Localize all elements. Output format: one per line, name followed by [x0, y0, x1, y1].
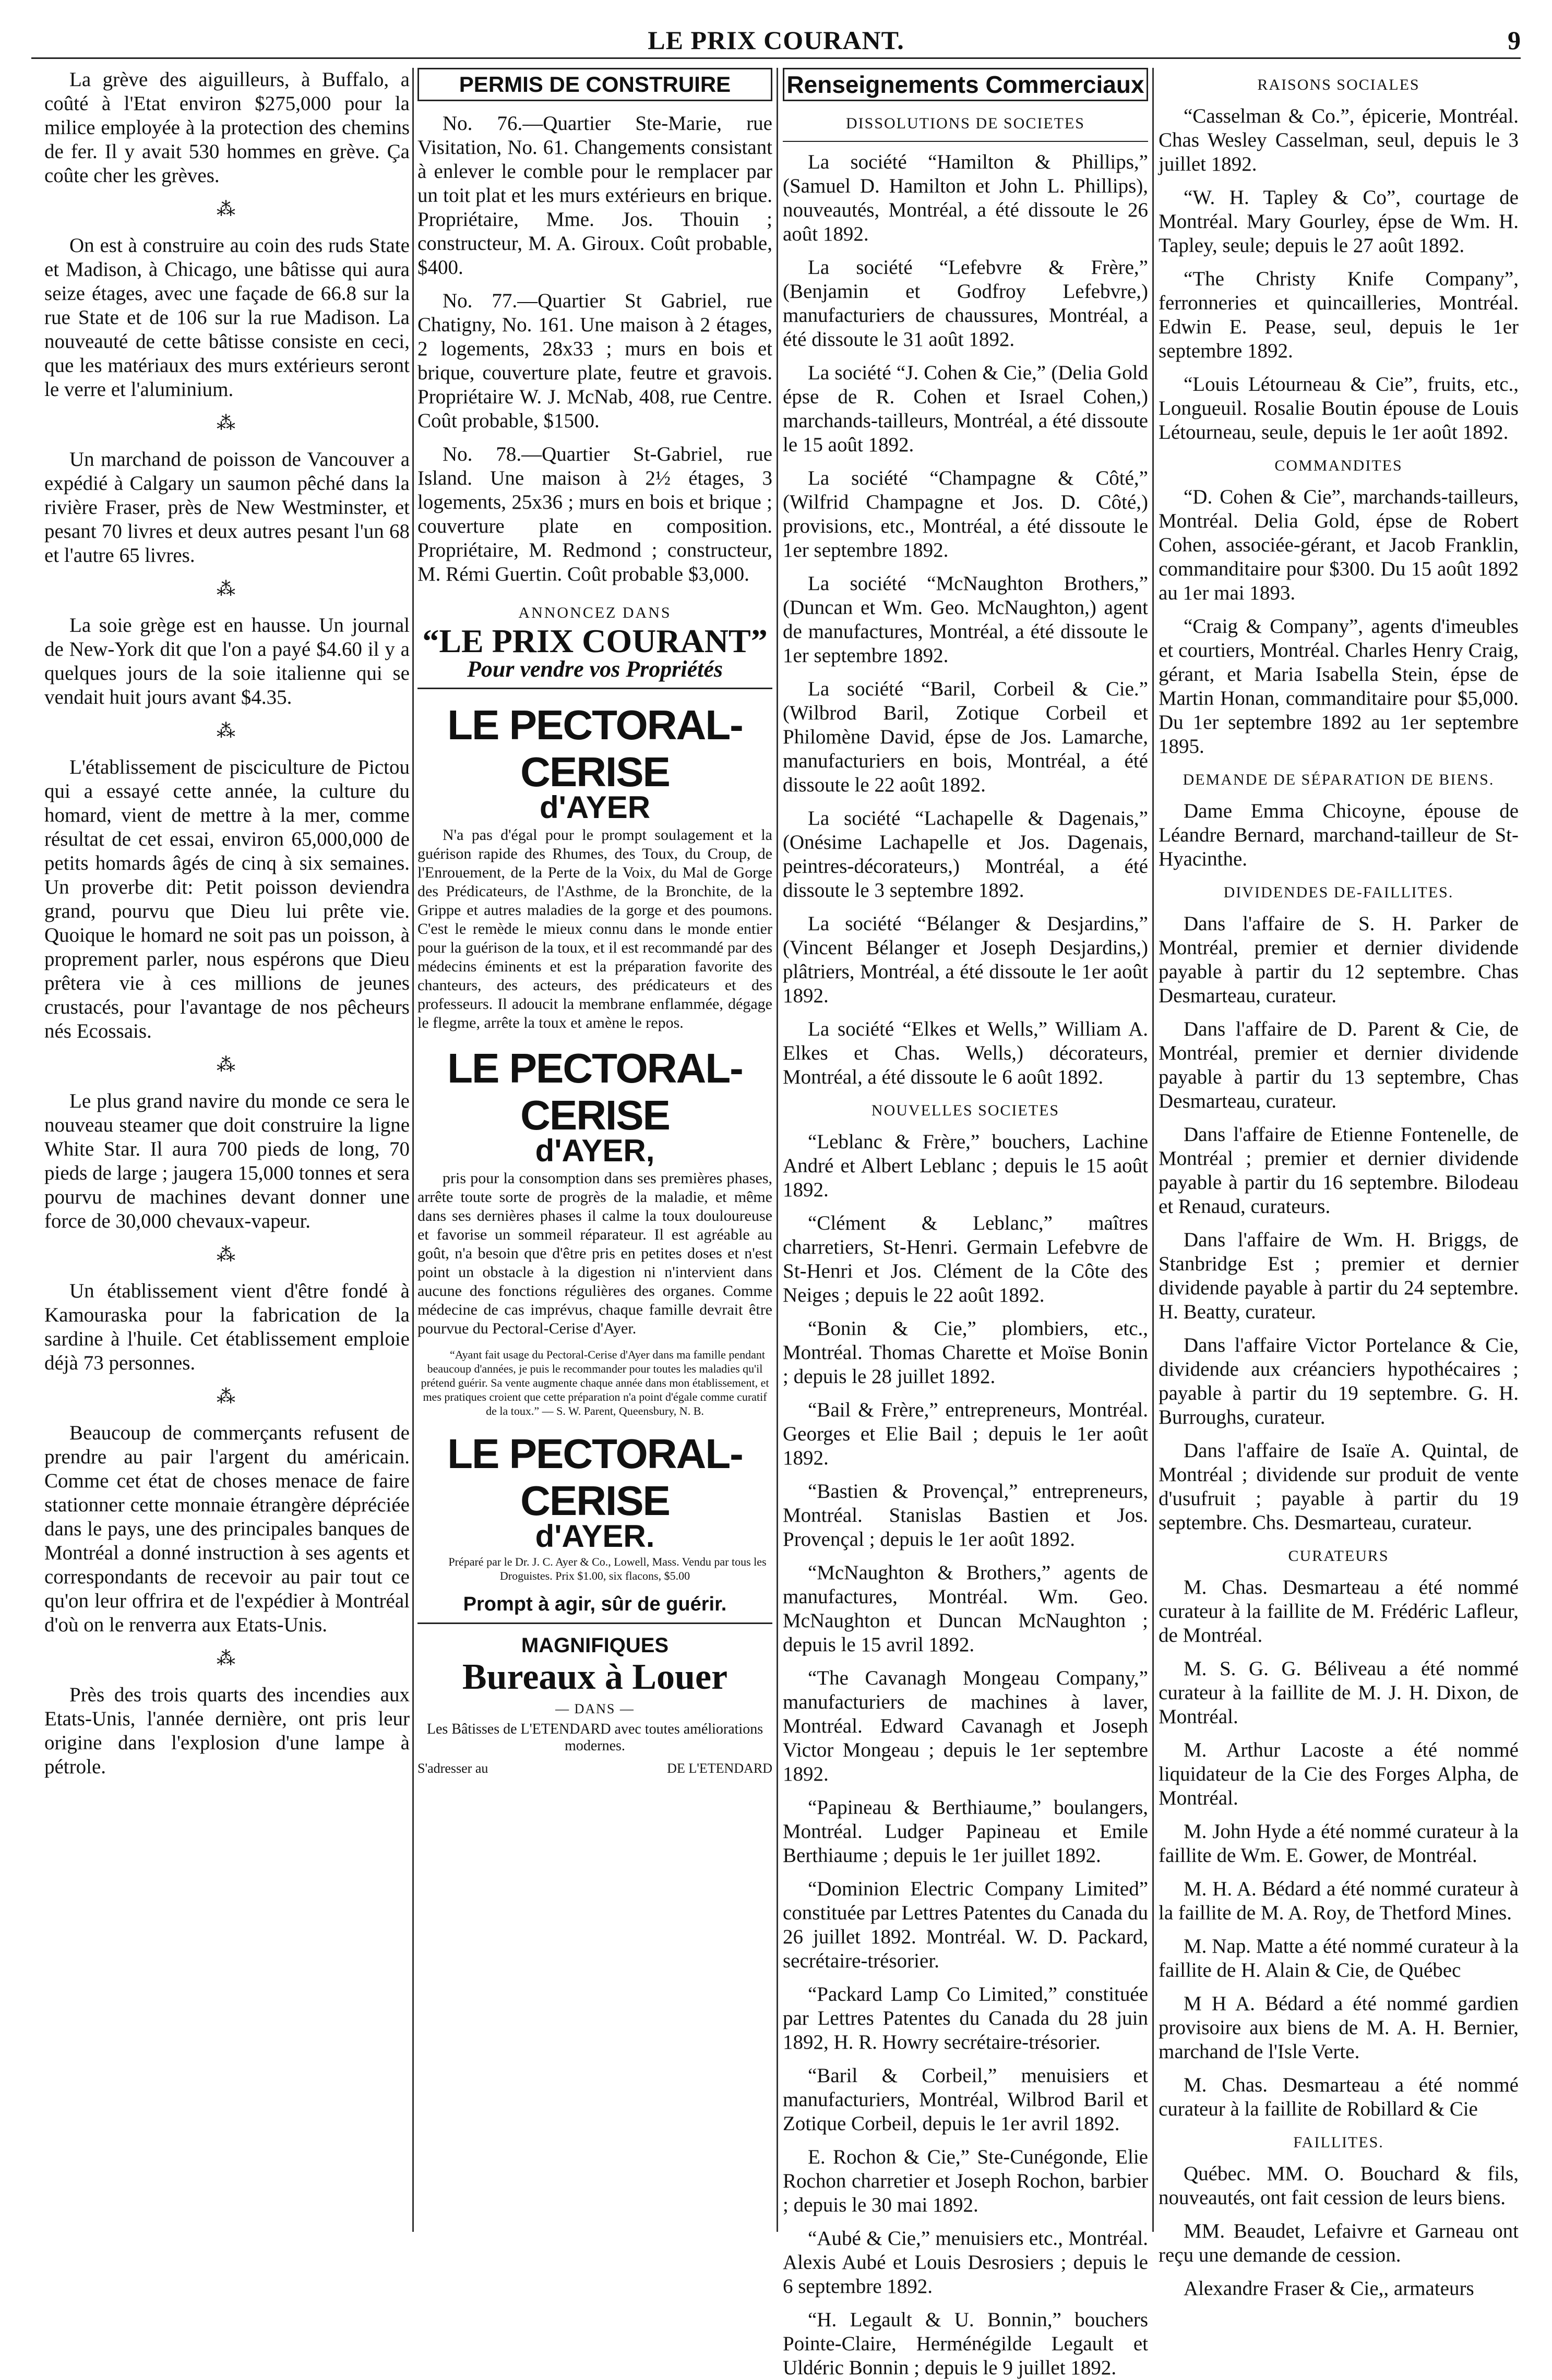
asterism-separator: ⁂ [217, 1054, 237, 1075]
new-company-entry: “Bail & Frère,” entrepreneurs, Montréal. Georges et Elie Bail ; depuis le 1er août 1892. [783, 1399, 1148, 1469]
ad-etendard-label: DE L'ETENDARD [667, 1761, 772, 1776]
dissolution-entry: La société “Lachapelle & Dagenais,” (Onésime Lachapelle et Jos. Dagenais, peintres-décorateurs,) Montréal, a été dissoute le 3 septembre 1892. [783, 807, 1148, 901]
ad-pectoral-subtitle: d'AYER. [535, 1519, 655, 1554]
new-company-entry: “Aubé & Cie,” menuisiers etc., Montréal. Alexis Aubé et Louis Desrosiers ; depuis le 6 septembre 1892. [783, 2227, 1148, 2298]
raison-entry: “W. H. Tapley & Co”, courtage de Montréal. Mary Gourley, épse de Wm. H. Tapley, seule; depuis le 27 août 1892. [1159, 186, 1519, 257]
page-number: 9 [1508, 26, 1521, 55]
column-renseignements [783, 68, 1148, 2379]
faillite-entry: MM. Beaudet, Lefaivre et Garneau ont reçu une demande de cession. [1159, 2220, 1519, 2266]
dissolution-entry: La société “J. Cohen & Cie,” (Delia Gold épse de R. Cohen et Israel Cohen,) marchands-tailleurs, Montréal, a été dissoute le 15 août 1892. [783, 362, 1148, 456]
dissolution-entry: La société “Elkes et Wells,” William A. Elkes et Chas. Wells,) décorateurs, Montréal, a été dissoute le 6 août 1892. [783, 1018, 1148, 1088]
commandite-entry: “Craig & Company”, agents d'imeubles et courtiers, Montréal. Charles Henry Craig, gérant, et Maria Isabella Stein, épse de Martin Honan, commanditaire pour $5,000. Du 1er septembre 1892 au 1er septembre 1895. [1159, 615, 1519, 758]
curateur-entry: M. Chas. Desmarteau a été nommé curateur à la faillite de M. Frédéric Lafleur, de Montréal. [1159, 1576, 1519, 1646]
dividende-entry: Dans l'affaire de S. H. Parker de Montréal, premier et dernier dividende payable à partir du 12 septembre. Chas Desmarteau, curateur. [1159, 912, 1519, 1007]
news-item: Un établissement vient d'être fondé à Kamouraska pour la fabrication de la sardine à l'huile. Cet établissement emploie déjà 73 personnes. [44, 1280, 410, 1374]
column-rule [1152, 68, 1154, 2232]
news-item: Le plus grand navire du monde ce sera le nouveau steamer que doit construire la ligne White Star. Il aura 700 pieds de long, 70 pieds de large ; jaugera 15,000 tonnes et sera pourvu de machines devant donner une force de 30,000 chevaux-vapeur. [44, 1090, 410, 1232]
subheading-separation: DEMANDE DE SÉPARATION DE BIENS. [1183, 771, 1495, 788]
asterism-separator: ⁂ [217, 199, 237, 220]
new-company-entry: “Baril & Corbeil,” menuisiers et manufacturiers, Montréal, Wilbrod Baril et Zotique Corbeil, depuis le 1er avril 1892. [783, 2064, 1148, 2135]
new-company-entry: “Packard Lamp Co Limited,” constituée par Lettres Patentes du Canada du 28 juin 1892, H. R. Howry secrétaire-trésorier. [783, 1983, 1148, 2053]
curateur-entry: M. H. A. Bédard a été nommé curateur à la faillite de M. A. Roy, de Thetford Mines. [1159, 1878, 1519, 1924]
new-company-entry: “Papineau & Berthiaume,” boulangers, Montréal. Ludger Papineau et Emile Berthiaume ; depuis le 1er juillet 1892. [783, 1796, 1148, 1867]
dissolution-entry: La société “Baril, Corbeil & Cie.” (Wilbrod Baril, Zotique Corbeil et Philomène David, épse de Jos. Lamarche, manufacturiers en bois, Montréal, a été dissoute le 22 août 1892. [783, 678, 1148, 796]
ad-bureaux-title: Bureaux à Louer [462, 1657, 728, 1697]
permit-entry: No. 78.—Quartier St-Gabriel, rue Island. Une maison à 2½ étages, 3 logements, 25x36 ; murs en bois et brique ; couverture plate en composition. Propriétaire, M. Redmond ; constructeur, M. Rémi Guertin. Coût probable $3,000. [417, 443, 772, 585]
ad-bureaux-footer [417, 1757, 772, 1781]
section-heading-permis: PERMIS DE CONSTRUIRE [417, 68, 772, 101]
subheading-raisons: RAISONS SOCIALES [1257, 76, 1420, 93]
new-company-entry: “McNaughton & Brothers,” agents de manufactures, Montréal. Wm. Geo. McNaughton et Duncan McNaughton ; depuis le 15 avril 1892. [783, 1561, 1148, 1656]
subheading-faillites: FAILLITES. [1293, 2134, 1384, 2151]
subheading-nouvelles: NOUVELLES SOCIETES [871, 1102, 1060, 1119]
dissolution-entry: La société “Bélanger & Desjardins,” (Vincent Bélanger et Joseph Desjardins,) plâtriers, Montréal, a été dissoute le 1er août 1892. [783, 912, 1148, 1007]
curateur-entry: M. John Hyde a été nommé curateur à la faillite de Wm. E. Gower, de Montréal. [1159, 1820, 1519, 1867]
page-header [31, 21, 1521, 59]
raison-entry: “The Christy Knife Company”, ferronneries et quincailleries, Montréal. Edwin E. Pease, seul, depuis le 1er septembre 1892. [1159, 268, 1519, 362]
raison-entry: “Louis Létourneau & Cie”, fruits, etc., Longueuil. Rosalie Boutin épouse de Louis Létourneau, seule, depuis le 1er août 1892. [1159, 373, 1519, 443]
column-raisons-sociales [1159, 68, 1519, 2300]
asterism-separator: ⁂ [217, 1386, 237, 1407]
column-rule [777, 68, 778, 2232]
ad-pectoral-text: N'a pas d'égal pour le prompt soulagement et la guérison rapide des Rhumes, des Toux, du Croup, de l'Enrouement, de la Perte de la Voix, du Mal de Gorge des Prédicateurs, de l'Asthme, de la Bronchite, de la Grippe et autres maladies de la gorge et des poumons. C'est le remède le mieux connu dans le monde entier pour la guérison de la toux, et il est recommandé par des médecins éminents et est la préparation favorite des chanteurs, des acteurs, des prédicateurs et des professeurs. Il adoucit la membrane enflammée, dégage le flegme, arrête la toux et amène le repos. [417, 826, 772, 1031]
faillite-entry: Alexandre Fraser & Cie,, armateurs [1184, 2277, 1474, 2300]
ad-prix-courant-title: “LE PRIX COURANT” [422, 622, 768, 659]
subheading-curateurs: CURATEURS [1288, 1547, 1389, 1565]
news-item: La grève des aiguilleurs, à Buffalo, a coûté à l'Etat environ $275,000 pour la milice employée à la protection des chemins de fer. Il y avait 530 hommes en grève. Ça coûte cher les grèves. [44, 68, 410, 187]
permit-entry: No. 77.—Quartier St Gabriel, rue Chatigny, No. 161. Une maison à 2 étages, 2 logements, 28x33 ; murs en bois et brique, couverture plate, feutre et gravois. Propriétaire W. J. McNab, 408, rue Centre. Coût probable, $1500. [417, 290, 772, 432]
column-news-items [44, 68, 410, 2232]
subheading-commandites: COMMANDITES [1274, 457, 1403, 474]
new-company-entry: “Bastien & Provençal,” entrepreneurs, Montréal. Stanislas Bastien et Jos. Provençal ; depuis le 1er août 1892. [783, 1480, 1148, 1550]
ad-pectoral-fineprint: Préparé par le Dr. J. C. Ayer & Co., Lowell, Mass. Vendu par tous les Droguistes. Prix $1.00, six flacons, $5.00 [448, 1555, 767, 1582]
dividende-entry: Dans l'affaire de Wm. H. Briggs, de Stanbridge Est ; premier et dernier dividende payable à partir du 24 septembre. H. Beatty, curateur. [1159, 1229, 1519, 1323]
ad-pectoral-testimonial: “Ayant fait usage du Pectoral-Cerise d'Ayer dans ma famille pendant beaucoup d'années, je puis le recommander pour toutes les maladies qu'il prétend guérir. Sa vente augmente chaque année dans mon établissement, et mes pratiques croient que cette préparation n'a point d'égale comme curatif de la toux.” — S. W. Parent, Queensbury, N. B. [421, 1348, 769, 1417]
asterism-separator: ⁂ [217, 1244, 237, 1265]
ad-batisses-text: Les Bâtisses de L'ETENDARD avec toutes améliorations modernes. [426, 1721, 763, 1754]
dissolution-entry: La société “Lefebvre & Frère,” (Benjamin et Godfroy Lefebvre,) manufacturiers de chaussures, Montréal, a été dissoute le 31 août 1892. [783, 256, 1148, 351]
ad-pectoral-text: pris pour la consomption dans ses premières phases, arrête toute sorte de progrès de la maladie, et même dans ses dernières phases il calme la toux douloureuse et favorise un sommeil réparateur. Il est agréable au goût, n'a besoin que d'être pris en petites doses et n'est point un obstacle à la digestion ni n'intervient dans aucune des fonctions régulières des organes. Comme médecine de cas imprévus, chaque famille devrait être pourvue du Pectoral-Cerise d'Ayer. [417, 1170, 772, 1337]
news-item: On est à construire au coin des ruds State et Madison, à Chicago, une bâtisse qui aura seize étages, avec une façade de 66.8 sur la rue State et de 106 sur la rue Madison. La nouveauté de cette bâtisse consiste en ceci, que les matériaux des murs extérieurs seront le verre et l'aluminium. [44, 234, 410, 401]
commandite-entry: “D. Cohen & Cie”, marchands-tailleurs, Montréal. Delia Gold, épse de Robert Cohen, associée-gérant, et Jacob Franklin, commanditaire pour $300. Du 15 août 1892 au 1er mai 1893. [1159, 486, 1519, 604]
new-company-entry: “The Cavanagh Mongeau Company,” manufacturiers de machines à laver, Montréal. Edward Cavanagh et Joseph Victor Mongeau ; depuis le 1er septembre 1892. [783, 1667, 1148, 1785]
dissolution-entry: La société “McNaughton Brothers,” (Duncan et Wm. Geo. McNaughton,) agent de manufactures, Montréal, a été dissoute le 1er septembre 1892. [783, 572, 1148, 667]
section-heading-renseignements: Renseignements Commerciaux [783, 68, 1148, 101]
news-item: Beaucoup de commerçants refusent de prendre au pair l'argent du américain. Comme cet état de choses menace de faire stationner cette monnaie étrangère dépréciée dans le pays, une des principales banques de Montréal a donné instruction à ses agents et correspondants de recevoir au pair tout ce qu'on leur offrira et de l'expédier à Montréal d'où on le renverra aux Etats-Unis. [44, 1422, 410, 1636]
masthead-title: LE PRIX COURANT. [648, 26, 904, 55]
news-item: Près des trois quarts des incendies aux Etats-Unis, l'année dernière, ont pris leur origine dans l'explosion d'une lampe à pétrole. [44, 1684, 410, 1778]
separation-entry: Dame Emma Chicoyne, épouse de Léandre Bernard, marchand-tailleur de St-Hyacinthe. [1159, 800, 1519, 870]
dividende-entry: Dans l'affaire de D. Parent & Cie, de Montréal, premier et dernier dividende payable à partir du 13 septembre, Chas Desmarteau, curateur. [1159, 1018, 1519, 1112]
faillite-entry: Québec. MM. O. Bouchard & fils, nouveautés, ont fait cession de leurs biens. [1159, 2162, 1519, 2209]
new-company-entry: “Bonin & Cie,” plombiers, etc., Montréal. Thomas Charette et Moïse Bonin ; depuis le 28 juillet 1892. [783, 1317, 1148, 1388]
curateur-entry: M H A. Bédard a été nommé gardien provisoire aux biens de M. A. H. Bernier, marchand de l'Isle Verte. [1159, 1992, 1519, 2063]
new-company-entry: E. Rochon & Cie,” Ste-Cunégonde, Elie Rochon charretier et Joseph Rochon, barbier ; depuis le 30 mai 1892. [783, 2146, 1148, 2216]
asterism-separator: ⁂ [217, 413, 237, 434]
ad-annoncez-label: ANNONCEZ DANS [518, 604, 672, 621]
ad-pectoral-title: LE PECTORAL-CERISE [447, 1045, 743, 1138]
curateur-entry: M. Chas. Desmarteau a été nommé curateur à la faillite de Robillard & Cie [1159, 2074, 1519, 2120]
permit-entry: No. 76.—Quartier Ste-Marie, rue Visitation, No. 61. Changements consistant à enlever le comble pour le remplacer par un toit plat et les murs extérieurs en brique. Propriétaire, Mme. Jos. Thouin ; constructeur, M. A. Giroux. Coût probable, $400. [417, 112, 772, 279]
curateur-entry: M. Arthur Lacoste a été nommé liquidateur de la Cie des Forges Alpha, de Montréal. [1159, 1739, 1519, 1809]
dividende-entry: Dans l'affaire Victor Portelance & Cie, dividende aux créanciers hypothécaires ; payable à partir du 19 septembre. G. H. Burroughs, curateur. [1159, 1334, 1519, 1428]
ad-dans-label: — DANS — [555, 1701, 635, 1716]
column-permits-ads [417, 68, 772, 2232]
new-company-entry: “Clément & Leblanc,” maîtres charretiers, St-Henri. Germain Lefebvre de St-Henri et Jos. Clément de la Côte des Neiges ; depuis le 22 août 1892. [783, 1212, 1148, 1306]
asterism-separator: ⁂ [217, 720, 237, 741]
curateur-entry: M. Nap. Matte a été nommé curateur à la faillite de H. Alain & Cie, de Québec [1159, 1935, 1519, 1981]
news-item: La soie grège est en hausse. Un journal de New-York dit que l'on a payé $4.60 il y a quelques jours de la soie italienne qui se vendait huit jours avant $4.35. [44, 614, 410, 708]
ad-pectoral-title: LE PECTORAL-CERISE [447, 1431, 743, 1524]
ad-proprietes-tagline: Pour vendre vos Propriétés [417, 657, 772, 689]
ad-pectoral-subtitle: d'AYER, [535, 1133, 655, 1168]
raison-entry: “Casselman & Co.”, épicerie, Montréal. Chas Wesley Casselman, seul, depuis le 3 juillet 1892. [1159, 105, 1519, 175]
ad-magnifiques: MAGNIFIQUES [521, 1634, 669, 1657]
news-item: L'établissement de pisciculture de Pictou qui a essayé cette année, la culture du homard, vient de mettre à la mer, comme résultat de cet essai, environ 65,000,000 de petits homards âgés de cinq à six semaines. Un proverbe dit: Petit poisson deviendra grand, pourvu que Dieu lui prête vie. Quoique le homard ne soit pas un poisson, à proprement parler, nous espérons que Dieu prêtera vie à ces millions de jeunes crustacés, pour l'avantage de nos pêcheurs nés Ecossais. [44, 756, 410, 1042]
dividende-entry: Dans l'affaire de Isaïe A. Quintal, de Montréal ; dividende sur produit de vente d'usufruit ; payable à partir du 19 septembre. Chs. Desmarteau, curateur. [1159, 1439, 1519, 1534]
asterism-separator: ⁂ [217, 1648, 237, 1669]
ad-pectoral-subtitle: d'AYER [539, 790, 651, 825]
new-company-entry: “H. Legault & U. Bonnin,” bouchers Pointe-Claire, Herménégilde Legault et Uldéric Bonnin ; depuis le 9 juillet 1892. [783, 2309, 1148, 2379]
curateur-entry: M. S. G. G. Béliveau a été nommé curateur à la faillite de M. J. H. Dixon, de Montréal. [1159, 1657, 1519, 1728]
dividende-entry: Dans l'affaire de Etienne Fontenelle, de Montréal ; premier et dernier dividende payable à partir du 16 septembre. Bilodeau et Renaud, curateurs. [1159, 1123, 1519, 1218]
asterism-separator: ⁂ [217, 579, 237, 599]
column-rule [412, 68, 414, 2232]
ad-pectoral-slogan: Prompt à agir, sûr de guérir. [417, 1592, 772, 1624]
subheading-dissolutions: DISSOLUTIONS DE SOCIETES [783, 112, 1148, 142]
news-item: Un marchand de poisson de Vancouver a expédié à Calgary un saumon pêché dans la rivière Fraser, près de New Westminster, et pesant 70 livres et deux autres pesant l'un 68 et l'autre 65 livres. [44, 448, 410, 567]
subheading-dividendes: DIVIDENDES DE-FAILLITES. [1223, 884, 1454, 901]
new-company-entry: “Dominion Electric Company Limited” constituée par Lettres Patentes du Canada du 26 juillet 1892. Montréal. W. D. Packard, secrétaire-trésorier. [783, 1878, 1148, 1972]
dissolution-entry: La société “Hamilton & Phillips,” (Samuel D. Hamilton et John L. Phillips), nouveautés, Montréal, a été dissoute le 26 août 1892. [783, 151, 1148, 245]
ad-adresser-label: S'adresser au [417, 1761, 488, 1776]
dissolution-entry: La société “Champagne & Côté,” (Wilfrid Champagne et Jos. D. Côté,) provisions, etc., Montréal, a été dissoute le 1er septembre 1892. [783, 467, 1148, 561]
new-company-entry: “Leblanc & Frère,” bouchers, Lachine André et Albert Leblanc ; depuis le 15 août 1892. [783, 1131, 1148, 1201]
ad-pectoral-title: LE PECTORAL-CERISE [447, 702, 743, 795]
